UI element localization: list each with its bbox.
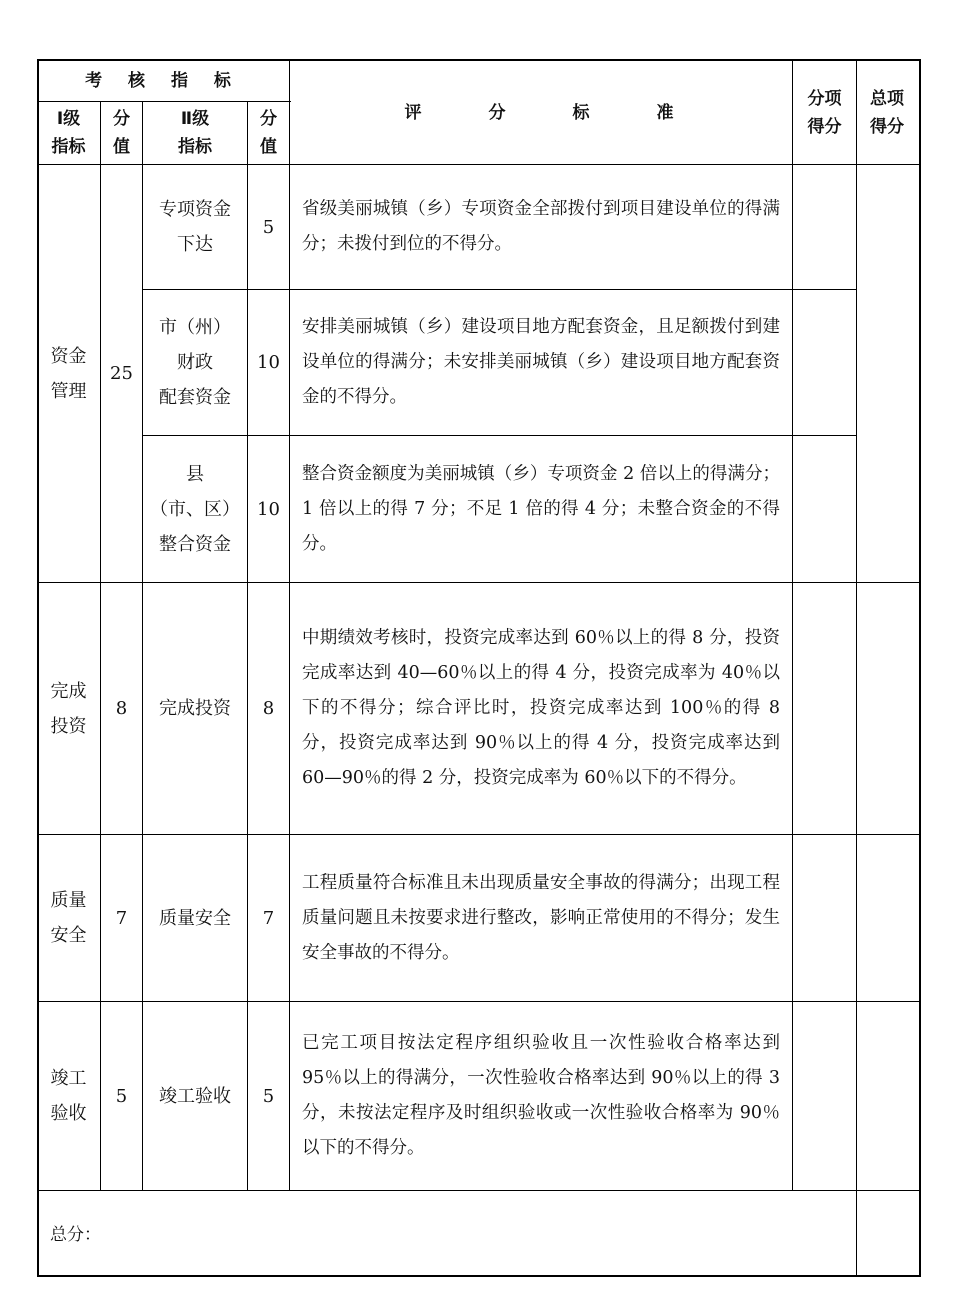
total-score-label: 总分： xyxy=(50,1224,101,1245)
row-fund-sub1-level2: 专项资金 下达 xyxy=(159,199,231,255)
row-fund-sub3-score2: 10 xyxy=(257,498,280,520)
row-fund-sub2-score2: 10 xyxy=(257,352,280,373)
row-fund-sub2-criteria: 安排美丽城镇（乡）建设项目地方配套资金，且足额拨付到建设单位的得满分；未安排美丽城镇（乡）建设项目地方配套资金的不得分。 xyxy=(302,317,780,407)
row-fund-sub2-level2: 市（州） 财政 配套资金 xyxy=(159,317,231,408)
row-invest-level1: 完成 投资 xyxy=(50,680,87,737)
row-fund-sub1-criteria: 省级美丽城镇（乡）专项资金全部拨付到项目建设单位的得满分；未拨付到位的不得分。 xyxy=(302,199,780,254)
row-fund-sub3-criteria: 整合资金额度为美丽城镇（乡）专项资金 2 倍以上的得满分；1 倍以上的得 7 分；不足 1 倍的得 4 分；未整合资金的不得分。 xyxy=(302,463,780,554)
row-acceptance-score1: 5 xyxy=(115,1085,128,1107)
header-score1: 分 值 xyxy=(113,109,130,157)
row-quality-level1: 质量 安全 xyxy=(50,890,87,946)
row-fund-score1: 25 xyxy=(110,363,133,384)
row-quality-score2: 7 xyxy=(262,907,275,929)
header-total-score: 总项 得分 xyxy=(870,88,904,137)
row-invest-score1: 8 xyxy=(115,698,128,719)
row-acceptance-criteria: 已完工项目按法定程序组织验收且一次性验收合格率达到 95％以上的得满分，一次性验收合格率达到 90％以上的得 3 分，未按法定程序及时组织验收或一次性验收合格率为 90％以下的不得分。 xyxy=(302,1033,780,1158)
row-fund-sub1-score2: 5 xyxy=(262,216,275,238)
row-quality-criteria: 工程质量符合标准且未出现质量安全事故的得满分；出现工程质量问题且未按要求进行整改，影响正常使用的不得分；发生安全事故的不得分。 xyxy=(302,872,780,963)
col-rule-6 xyxy=(856,59,857,1275)
header-score2: 分 值 xyxy=(260,109,277,157)
row-invest-score2: 8 xyxy=(262,698,275,719)
row-acceptance-level2: 竣工验收 xyxy=(159,1085,231,1107)
row-acceptance-score2: 5 xyxy=(262,1085,275,1107)
row-quality-level2: 质量安全 xyxy=(159,907,231,929)
row-fund-sub3-level2: 县 （市、区） 整合资金 xyxy=(150,463,240,555)
header-criteria: 评 分 标 准 xyxy=(404,102,678,123)
header-level1: Ⅰ级 指标 xyxy=(51,109,86,157)
header-level2: Ⅱ级 指标 xyxy=(178,109,212,157)
scoring-table xyxy=(37,59,919,1275)
header-item-score: 分项 得分 xyxy=(807,88,842,137)
header-group-title: 考 核 指 标 xyxy=(85,71,241,91)
row-invest-criteria: 中期绩效考核时，投资完成率达到 60％以上的得 8 分，投资完成率达到 40—60％以上的得 4 分，投资完成率为 40％以下的不得分；综合评比时，投资完成率达到 100％的得 8 分，投资完成率达到 90％以上的得 4 分，投资完成率达到 60—90％的得 2 分，投资完成率为 60％以下的不得分。 xyxy=(302,628,780,788)
row-fund-level1: 资金 管理 xyxy=(50,345,87,402)
row-acceptance-level1: 竣工 验收 xyxy=(50,1068,87,1124)
col-rule-5 xyxy=(792,59,793,1190)
row-invest-level2: 完成投资 xyxy=(159,698,231,719)
row-quality-score1: 7 xyxy=(115,907,128,929)
